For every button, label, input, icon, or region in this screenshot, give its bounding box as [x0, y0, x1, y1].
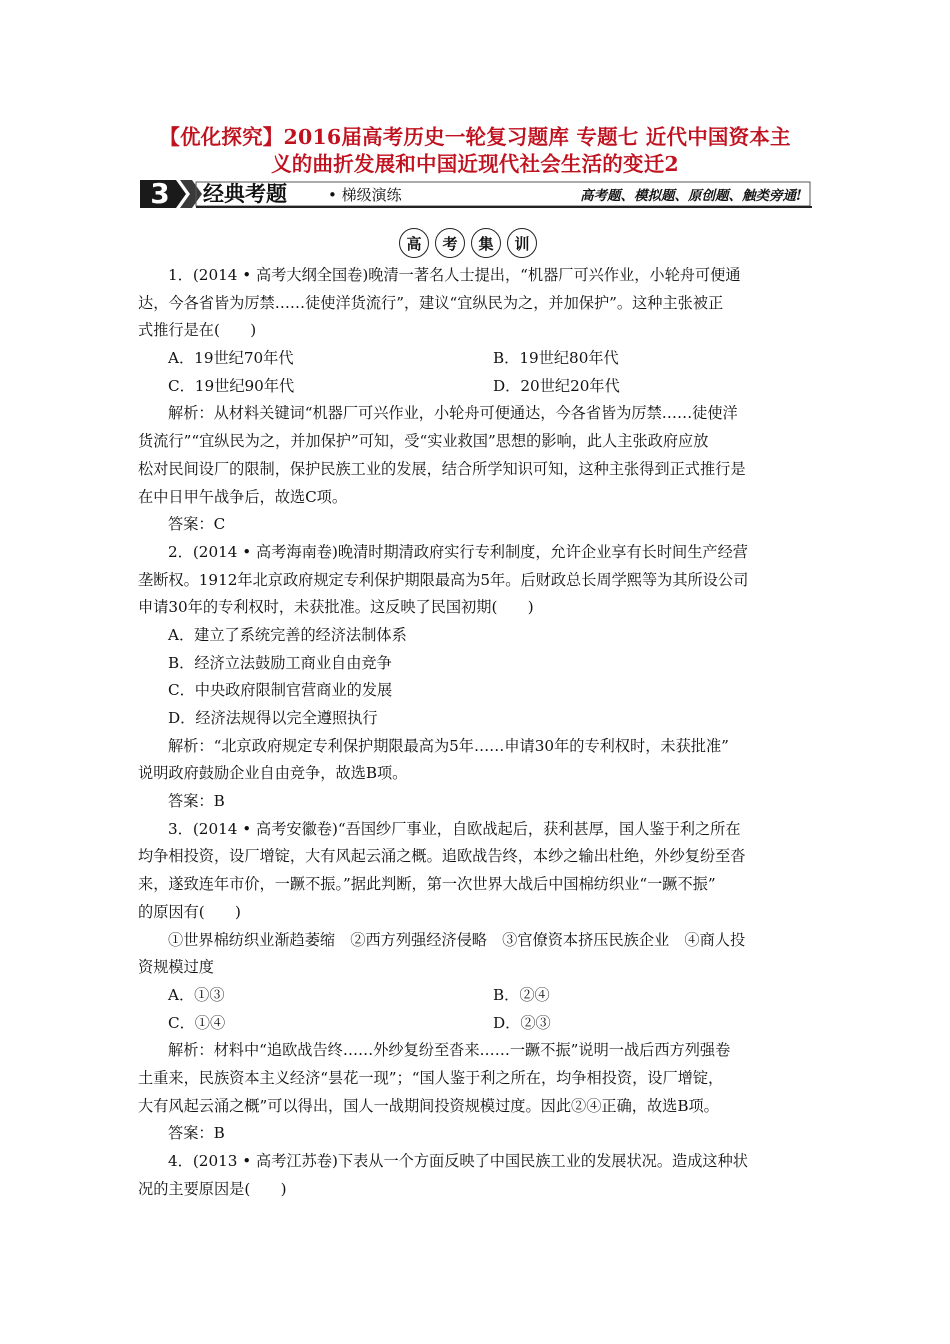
question-2-analysis-line: 说明政府鼓励企业自由竞争，故选B项。: [138, 764, 408, 783]
question-1-options-row: [138, 373, 818, 401]
question-2-line: 垄断权。1912年北京政府规定专利保护期限最高为5年。后财政总长周学熙等为其所设公司: [138, 570, 749, 589]
question-3-line: 3．(2014 • 高考安徽卷)“吾国纱厂事业，自欧战起后，获利甚厚，国人鉴于利之所在: [168, 819, 741, 838]
section-char: 高: [399, 228, 429, 258]
option-d: D．②③: [493, 1013, 551, 1032]
question-1-answer: 答案：C: [168, 515, 226, 534]
question-3-line: 均争相投资，设厂增锭，大有风起云涌之概。追欧战告终，本纱之输出杜绝，外纱复纷至沓: [138, 847, 746, 866]
question-1-analysis-line: 货流行”“宜纵民为之，并加保护”可知，受“实业救国”思想的影响，此人主张政府应放: [138, 432, 709, 451]
question-1-analysis-line: 在中日甲午战争后，故选C项。: [138, 487, 348, 506]
banner-number: 3: [150, 177, 170, 210]
option-c: C．中央政府限制官营商业的发展: [168, 681, 393, 700]
question-3-line: 来，遂致连年市价，一蹶不振。”据此判断，第一次世界大战后中国棉纺织业“一蹶不振”: [138, 875, 716, 894]
title-line-2: 义的曲折发展和中国近现代社会生活的变迁2: [271, 152, 679, 176]
option-c: C．①④: [168, 1013, 226, 1032]
section-char: 集: [471, 228, 501, 258]
question-2-line: 申请30年的专利权时，未获批准。这反映了民国初期( ): [138, 598, 534, 617]
question-3-analysis-line: 大有风起云涌之概”可以得出，国人一战期间投资规模过度。因此②④正确，故选B项。: [138, 1096, 719, 1115]
option-b: B．经济立法鼓励工商业自由竞争: [168, 653, 392, 672]
title-line-1: 【优化探究】2016届高考历史一轮复习题库 专题七 近代中国资本主: [159, 125, 791, 149]
question-3-options-row: [138, 1010, 818, 1038]
option-a: A．19世纪70年代: [168, 349, 294, 368]
option-b: B．②④: [493, 985, 550, 1004]
question-1-options-row: [138, 345, 818, 373]
banner-sublabel: • 梯级演练: [328, 186, 402, 204]
question-3-items-line: ①世界棉纺织业渐趋萎缩 ②西方列强经济侵略 ③官僚资本挤压民族企业 ④商人投: [168, 930, 746, 949]
banner-label: 经典考题: [203, 182, 287, 206]
question-1-line: 式推行是在( ): [138, 321, 257, 340]
banner-slogan: 高考题、模拟题、原创题、触类旁通!: [580, 188, 802, 204]
option-d: D．20世纪20年代: [493, 376, 620, 395]
question-1-analysis-line: 松对民间设厂的限制，保护民族工业的发展，结合所学知识可知，这种主张得到正式推行是: [138, 459, 746, 478]
question-2-line: 2．(2014 • 高考海南卷)晚清时期清政府实行专利制度，允许企业享有长时间生产经营: [168, 542, 748, 561]
question-1-analysis-line: 解析：从材料关键词“机器厂可兴作业，小轮舟可便通达，今各省皆为厉禁……徒使洋: [168, 404, 738, 423]
question-3-options-row: [138, 982, 818, 1010]
question-3-analysis-line: 解析：材料中“追欧战告终……外纱复纷至沓来……一蹶不振”说明一战后西方列强卷: [168, 1041, 731, 1060]
question-3-analysis-line: 土重来，民族资本主义经济“昙花一现”；“国人鉴于利之所在，均争相投资，设厂增锭，: [138, 1068, 724, 1087]
question-list: [138, 262, 818, 1203]
option-a: A．①③: [168, 985, 225, 1004]
document-title: [100, 124, 850, 178]
section-heading: [399, 228, 537, 258]
question-1-line: 1．(2014 • 高考大纲全国卷)晚清一著名人士提出，“机器厂可兴作业，小轮舟可便通: [168, 266, 741, 284]
question-2-answer: 答案：B: [168, 792, 225, 811]
section-char: 考: [435, 228, 465, 258]
question-4-line: 况的主要原因是( ): [138, 1179, 287, 1198]
question-3-answer: 答案：B: [168, 1124, 225, 1143]
section-banner: [140, 178, 812, 212]
section-char: 训: [507, 228, 537, 258]
question-4-line: 4．(2013 • 高考江苏卷)下表从一个方面反映了中国民族工业的发展状况。造成这种状: [168, 1152, 748, 1170]
question-2-analysis-line: 解析：“北京政府规定专利保护期限最高为5年……申请30年的专利权时，未获批准”: [168, 736, 729, 755]
option-a: A．建立了系统完善的经济法制体系: [168, 625, 407, 644]
option-b: B．19世纪80年代: [493, 349, 619, 368]
option-c: C．19世纪90年代: [168, 376, 295, 395]
option-d: D．经济法规得以完全遵照执行: [168, 709, 378, 727]
question-1-line: 达，今各省皆为厉禁……徒使洋货流行”，建议“宜纵民为之，并加保护”。这种主张被正: [138, 293, 724, 312]
question-3-line: 的原因有( ): [138, 902, 241, 921]
question-3-items-line: 资规模过度: [138, 958, 214, 977]
